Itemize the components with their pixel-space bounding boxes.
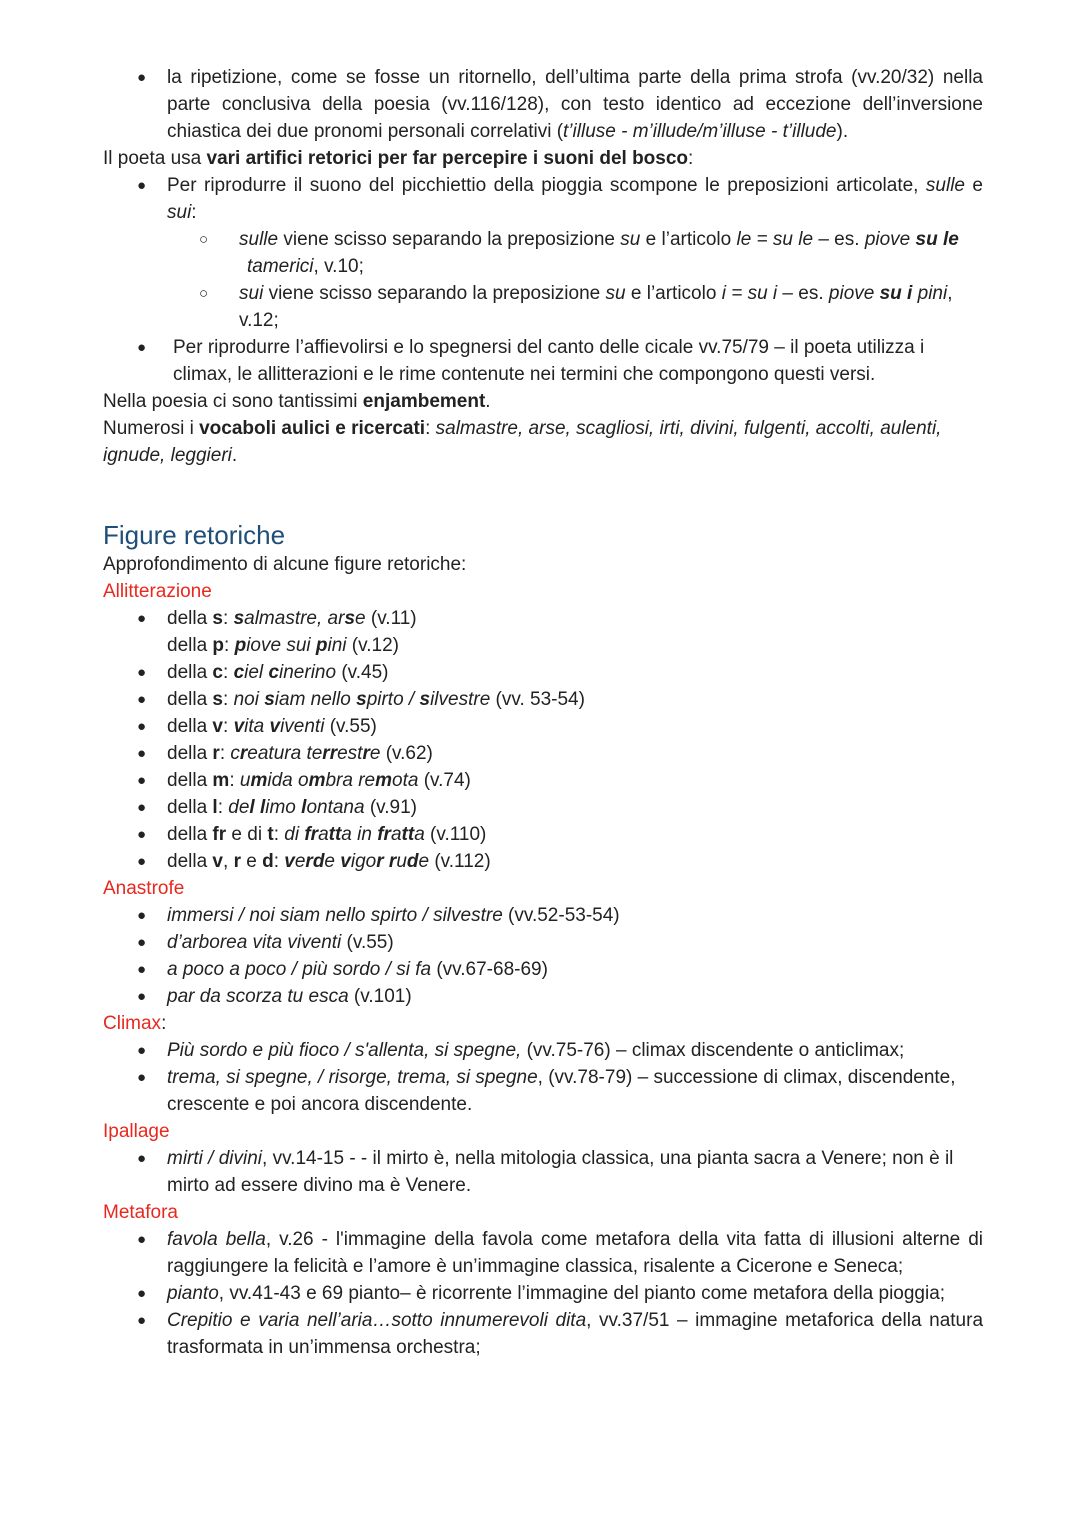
t: viene scisso separando la preposizione: [278, 229, 621, 250]
item-text: (vv.75-76) – climax discendente o anticlimax;: [521, 1040, 905, 1061]
artifici-list: [103, 172, 983, 226]
list-item: [103, 64, 983, 145]
climax-list: [103, 1037, 983, 1118]
section-title: Figure retoriche: [103, 520, 286, 550]
item-text: , vv.41-43 e 69 pianto– è ricorrente l’immagine del pianto come metafora della pioggia;: [218, 1283, 946, 1304]
item-text: (v.101): [348, 986, 412, 1007]
list-item: ● della r: creatura terrestre (v.62): [103, 740, 983, 767]
list-item: ● della v, r e d: verde vigor rude (v.112): [103, 848, 983, 875]
t: Nella poesia ci sono tantissimi: [103, 391, 363, 412]
bold-text: vari artifici retorici per far percepire i suoni del bosco: [206, 148, 689, 169]
item-italic: trema, si spegne, / risorge, trema, si spegne: [167, 1067, 538, 1088]
ipallage-title: Ipallage: [103, 1121, 170, 1142]
list-item: ● Per riprodurre l’affievolirsi e lo spegnersi del canto delle cicale vv.75/79 – il poeta utilizza i climax, le allitterazioni e le rime contenute nei termini che compongono questi versi.: [103, 334, 983, 388]
metafora-list: [103, 1226, 983, 1361]
item-text: e: [964, 175, 983, 196]
t: Numerosi i: [103, 418, 200, 439]
item-italic: d’arborea vita viventi: [167, 932, 342, 953]
list-item: ● della c: ciel cinerino (v.45): [103, 659, 983, 686]
sub-list-item: [95, 280, 983, 334]
list-item: [103, 1307, 983, 1361]
ipallage-list: [103, 1145, 983, 1199]
t: .: [231, 445, 238, 466]
climax-heading: [103, 1010, 983, 1037]
t: su i: [879, 283, 913, 304]
list-item: ● della v: vita viventi (v.55): [103, 713, 983, 740]
list-item: [103, 1064, 983, 1118]
list-item: ● della fr e di t: di fratta in fratta (v.110): [103, 821, 983, 848]
t: sui: [239, 283, 264, 304]
vocaboli-paragraph: [103, 415, 983, 469]
list-item: [103, 956, 983, 983]
cicale-list: [103, 334, 983, 388]
list-item: [103, 1226, 983, 1280]
item-italic: Più sordo e più fioco / s'allenta, si spegne,: [167, 1040, 522, 1061]
item-italic: a poco a poco / più sordo / si fa: [167, 959, 432, 980]
t: .: [485, 391, 491, 412]
item-text: , v.26 - l'immagine della favola come metafora della vita fatta di illusioni alterne di raggiungere la felicità e l’amore è un’immagine classica, risalente a Cicerone e Seneca;: [167, 1229, 983, 1277]
text: Il poeta usa: [103, 148, 207, 169]
list-item: ● della l: del limo lontana (v.91): [103, 794, 983, 821]
list-item: ● della s: salmastre, arse (v.11) della p: piove sui pini (v.12): [103, 605, 983, 659]
list-item: ● della m: umida ombra remota (v.74): [103, 767, 983, 794]
t: enjambement: [362, 391, 486, 412]
item-italic: t’illuse - m’illude/m’illuse - t’illude: [563, 121, 837, 142]
t: pini: [912, 283, 948, 304]
section-intro: Approfondimento di alcune figure retoriche:: [103, 554, 467, 575]
item-tail: ).: [836, 121, 849, 142]
t: su: [605, 283, 626, 304]
t: viene scisso separando la preposizione: [263, 283, 606, 304]
item-text: , vv.14-15 - - il mirto è, nella mitologia classica, una pianta sacra a Venere; non è il mirto ad essere divino ma è Venere.: [167, 1148, 954, 1196]
item-text: , (vv.78-79) – successione di climax, discendente, crescente e poi ancora discendente.: [167, 1067, 956, 1115]
item-italic: Crepitio e varia nell’aria…sotto innumerevoli dita: [167, 1310, 587, 1331]
item-italic: mirti / divini: [167, 1148, 263, 1169]
list-item: [103, 1280, 983, 1307]
item-text: (v.55): [341, 932, 394, 953]
item-text: :: [191, 202, 197, 223]
list-item: [103, 929, 983, 956]
list-item: [103, 902, 983, 929]
t: e l’articolo: [625, 283, 722, 304]
enjambement-paragraph: [103, 388, 983, 415]
t: su: [620, 229, 641, 250]
climax-title: Climax: [103, 1013, 162, 1034]
item-text: , vv.37/51 – immagine metaforica della natura trasformata in un’immensa orchestra;: [167, 1310, 984, 1358]
text: :: [688, 148, 694, 169]
item-text: (vv.52-53-54): [502, 905, 620, 926]
sub-list-item: [95, 226, 983, 280]
document-page: [103, 64, 983, 1361]
allitterazione-title: Allitterazione: [103, 581, 212, 602]
item-text: la ripetizione, come se fosse un ritornello, dell’ultima parte della prima strofa (vv.20/32) nella parte conclusiva della poesia (vv.116/128), con testo identico ad eccezione dell’inversione chiastica dei due pronomi personali correlativi (: [167, 67, 983, 142]
list-item: [103, 172, 983, 226]
sub-list: [95, 226, 983, 334]
item-italic: immersi / noi siam nello spirto / silvestre: [167, 905, 503, 926]
allitterazione-list: [103, 605, 983, 875]
list-item: ● della s: noi siam nello spirto / silvestre (vv. 53-54): [103, 686, 983, 713]
t: su le: [915, 229, 959, 250]
item-italic: sulle: [925, 175, 965, 196]
t: piove: [828, 283, 880, 304]
t: sulle: [239, 229, 279, 250]
item-italic: favola bella: [167, 1229, 266, 1250]
item-italic: par da scorza tu esca: [167, 986, 349, 1007]
t: i = su i: [721, 283, 778, 304]
t: salmastre, arse, scagliosi, irti, divini, fulgenti, accolti, aulenti, ignude, leggieri: [103, 418, 942, 466]
anastrofe-list: [103, 902, 983, 1010]
artifici-paragraph: [103, 145, 983, 172]
t: piove: [864, 229, 916, 250]
t: , v.10;: [313, 256, 364, 277]
t: vocaboli aulici e ricercati: [199, 418, 426, 439]
item-italic: sui: [167, 202, 192, 223]
item-text: (vv.67-68-69): [431, 959, 548, 980]
metafora-title: Metafora: [103, 1202, 178, 1223]
t: :: [161, 1013, 167, 1034]
t: le = su le: [736, 229, 814, 250]
item-text: Per riprodurre il suono del picchiettio della pioggia scompone le preposizioni articolate,: [167, 175, 926, 196]
t: – es.: [813, 229, 865, 250]
intro-list: [103, 64, 983, 145]
t: :: [425, 418, 436, 439]
t: – es.: [777, 283, 829, 304]
t: tamerici: [247, 256, 314, 277]
list-item: [103, 1037, 983, 1064]
list-item: [103, 983, 983, 1010]
t: , v.12;: [239, 283, 953, 331]
anastrofe-title: Anastrofe: [103, 878, 185, 899]
t: e l’articolo: [640, 229, 737, 250]
list-item: [103, 1145, 983, 1199]
item-italic: pianto: [167, 1283, 219, 1304]
